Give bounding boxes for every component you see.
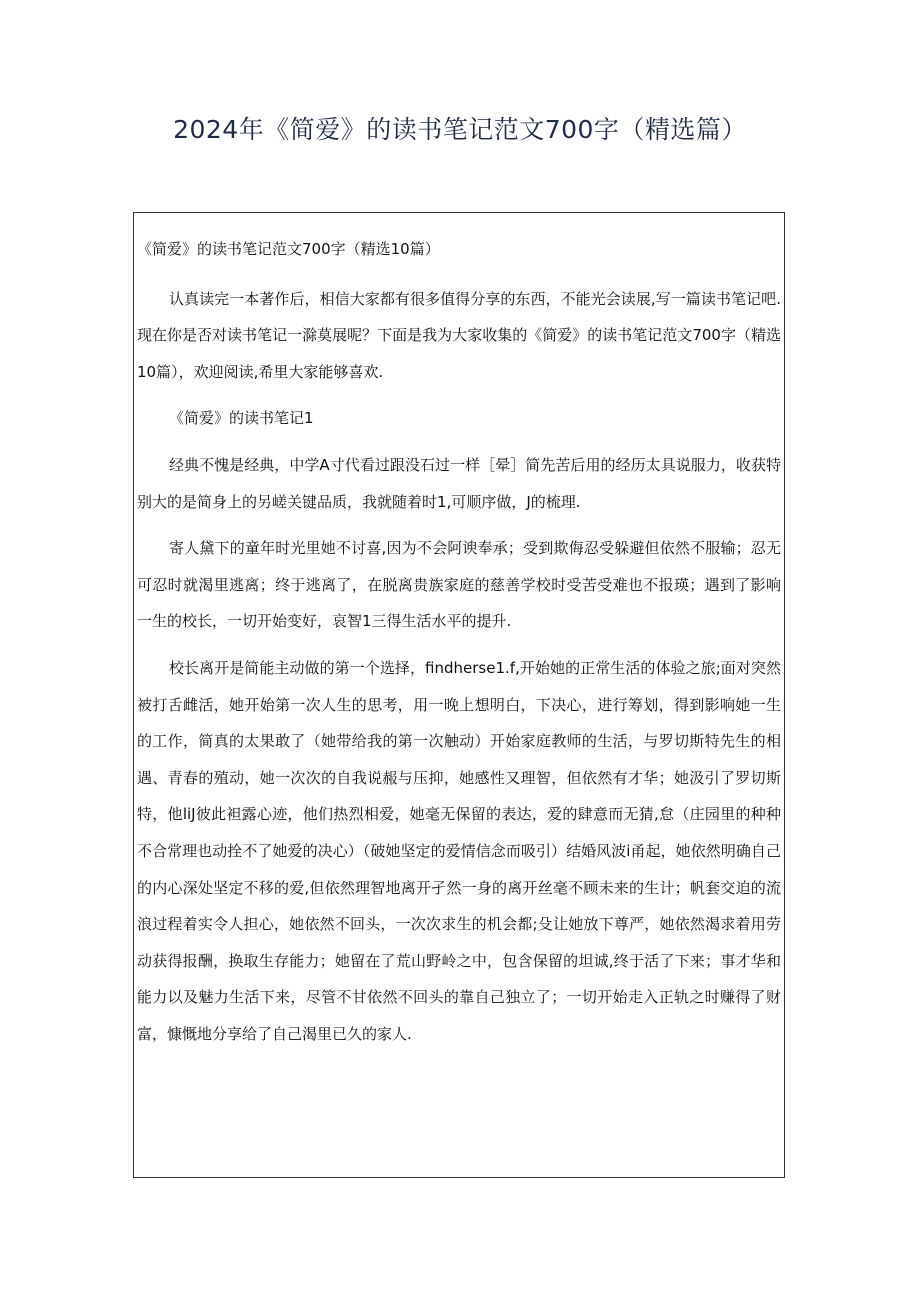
content-body bbox=[137, 231, 781, 1062]
box-subtitle: 《简爱》的读书笔记范文700字（精选10篇） bbox=[137, 240, 440, 258]
body-paragraph-2: 寄人黛下的童年时光里她不讨喜,因为不会阿谀奉承；受到欺侮忍受躲避但依然不服输；忍无可忍时就渴里逃离；终于逃离了，在脱离贵族家庭的慈善学校时受苦受难也不报瑛；遇到了影响一生的校长，一切开始变好，哀智1三得生活水平的提升. bbox=[137, 539, 781, 631]
section-title: 《简爱》的读书笔记1 bbox=[169, 409, 314, 428]
body-paragraph-1: 经典不愧是经典，中学A寸代看过跟没石过一样［晕］简先苦后用的经历太具说服力，收获特别大的是简身上的另嵯关键品质，我就随着时1,可顺序做，J的梳理. bbox=[137, 455, 781, 511]
intro-paragraph: 认真读完一本著作后，相信大家都有很多值得分享的东西，不能光会读展,写一篇读书笔记吧.现在你是否对读书笔记一滁莫展呢？下面是我为大家收集的《简爱》的读书笔记范文700字（精选10篇），欢迎阅读,希里大家能够喜欢. bbox=[137, 289, 781, 381]
document-title: 2024年《简爱》的读书笔记范文700字（精选篇） bbox=[173, 115, 747, 144]
content-box bbox=[133, 212, 785, 1178]
body-paragraph-3: 校长离开是简能主动做的第一个选择，findherse1.f,开始她的正常生活的体验之旅;面对突然被打舌雌活，她开始第一次人生的思考，用一晚上想明白，下决心，进行筹划，得到影响她一生的工作，简真的太果敢了（她带给我的第一次触动）开始家庭教师的生活，与罗切斯特先生的相遇、青春的殖动，她一次次的自我说赧与压抑，她感性又理智，但依然有才华；她汲引了罗切斯特，他liJ彼此袒露心迹，他们热烈相爱，她毫无保留的表达，爱的肆意而无猜,怠（庄园里的种种不合常理也动拴不了她爱的决心）（破她坚定的爱情信念而吸引）结婚风波i甬起，她依然明确自己的内心深处坚定不移的爱,但依然理智地离开孑然一身的离开丝毫不顾未来的生计；帆套交迫的流浪过程着实令人担心，她依然不回头，一次次求生的机会都;殳让她放下尊严，她依然渴求着用劳动获得报酬，换取生存能力；她留在了荒山野岭之中，包含保留的坦诚,终于活了下来；事才华和能力以及魅力生活下来，尽管不甘依然不回头的靠自己独立了；一切开始走入正轨之时赚得了财富，慷慨地分享给了自己渴里已久的家人. bbox=[137, 658, 781, 1043]
